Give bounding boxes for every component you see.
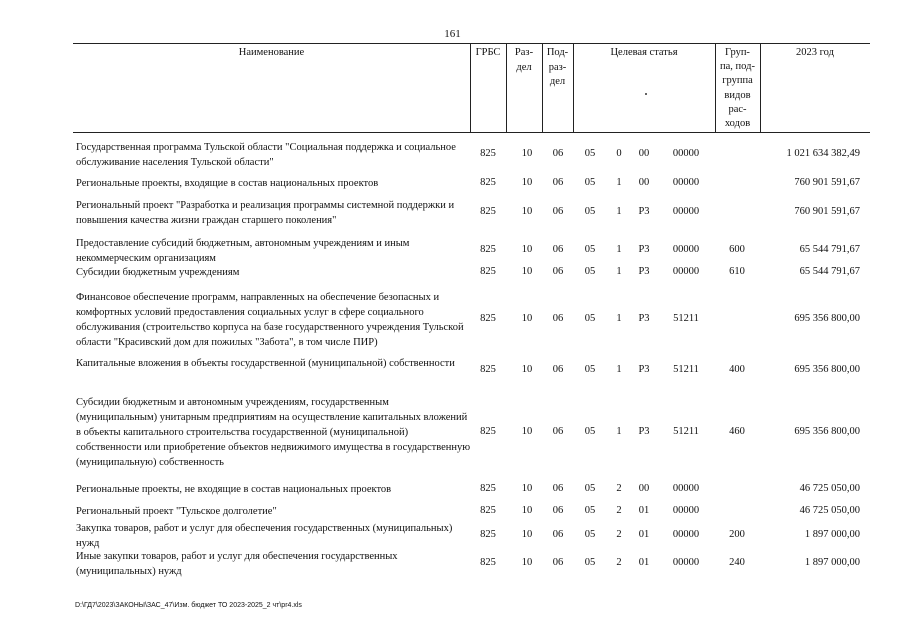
cell-target-1: 05	[584, 425, 596, 437]
page-number: 161	[444, 28, 461, 40]
cell-name: Предоставление субсидий бюджетным, автономным учреждениям и иным некоммерческим организациям	[76, 238, 410, 264]
cell-podrazdel: 06	[552, 425, 564, 437]
cell-target-1: 05	[584, 364, 596, 375]
file-path: D:\ГД7\2023\ЗАКОНЫ\ЗАС_47\Изм. бюджет ТО 2023-2025_2 чт\pr4.xls	[75, 602, 302, 609]
cell-razdel: 10	[521, 425, 533, 437]
cell-group: 240	[729, 557, 745, 568]
cell-grbs: 825	[480, 176, 496, 188]
cell-amount: 695 356 800,00	[794, 313, 860, 324]
table-row	[0, 176, 905, 191]
cell-amount: 1 897 000,00	[804, 529, 860, 540]
cell-target-2: 2	[616, 482, 622, 494]
cell-podrazdel: 06	[552, 206, 564, 217]
cell-grbs: 825	[480, 244, 496, 255]
header-year: 2023 год	[796, 47, 834, 58]
cell-razdel: 10	[521, 529, 533, 540]
cell-podrazdel: 06	[552, 482, 564, 494]
cell-name: Государственная программа Тульской области "Социальная поддержка и социальное обслуживание населения Тульской области"	[76, 142, 456, 168]
cell-razdel: 10	[521, 176, 533, 188]
cell-grbs: 825	[480, 313, 496, 324]
cell-target-4: 00000	[672, 176, 700, 188]
cell-target-4: 00000	[672, 148, 700, 159]
cell-podrazdel: 06	[552, 176, 564, 188]
cell-podrazdel: 06	[552, 364, 564, 375]
cell-target-4: 51211	[673, 313, 699, 324]
cell-razdel: 10	[521, 313, 533, 324]
cell-razdel: 10	[521, 206, 533, 217]
cell-amount: 46 725 050,00	[799, 504, 860, 516]
cell-amount: 65 544 791,67	[799, 244, 860, 255]
cell-amount: 695 356 800,00	[794, 364, 860, 375]
cell-podrazdel: 06	[552, 244, 564, 255]
cell-grbs: 825	[480, 425, 496, 437]
cell-target-1: 05	[584, 176, 596, 188]
cell-target-3: 00	[638, 176, 650, 188]
cell-target-1: 05	[584, 148, 596, 159]
cell-target-1: 05	[584, 206, 596, 217]
cell-target-3: P3	[638, 364, 650, 375]
cell-razdel: 10	[521, 557, 533, 568]
cell-amount: 760 901 591,67	[794, 176, 860, 188]
cell-group: 200	[729, 529, 745, 540]
cell-target-3: 00	[638, 148, 650, 159]
cell-target-2: 2	[616, 557, 622, 568]
cell-group: 600	[729, 244, 745, 255]
table-row	[0, 482, 905, 497]
cell-grbs: 825	[480, 482, 496, 494]
cell-amount: 695 356 800,00	[794, 425, 860, 437]
cell-target-2: 2	[616, 529, 622, 540]
cell-target-2: 2	[616, 504, 622, 516]
cell-amount: 1 021 634 382,49	[786, 148, 860, 159]
cell-target-2: 1	[616, 265, 622, 277]
cell-name: Региональные проекты, входящие в состав национальных проектов	[76, 178, 379, 189]
cell-amount: 46 725 050,00	[799, 482, 860, 494]
cell-target-2: 1	[616, 206, 622, 217]
cell-target-2: 1	[616, 364, 622, 375]
cell-grbs: 825	[480, 206, 496, 217]
cell-name: Региональный проект "Разработка и реализация программы системной поддержки и повышения качества жизни граждан старшего поколения"	[76, 200, 455, 226]
header-razdel: Раз- дел	[514, 47, 534, 73]
cell-target-2: 1	[616, 176, 622, 188]
cell-target-4: 00000	[672, 482, 700, 494]
cell-grbs: 825	[480, 557, 496, 568]
cell-target-3: 01	[638, 557, 650, 568]
cell-podrazdel: 06	[552, 557, 564, 568]
cell-grbs: 825	[480, 148, 496, 159]
table-row	[0, 236, 905, 266]
cell-target-4: 51211	[673, 364, 699, 375]
cell-target-4: 51211	[673, 425, 699, 437]
cell-target-3: 01	[638, 529, 650, 540]
table-header	[73, 43, 870, 133]
cell-group: 610	[729, 265, 745, 277]
cell-target-2: 0	[616, 148, 622, 159]
cell-name: Закупка товаров, работ и услуг для обеспечения государственных (муниципальных) нужд	[76, 523, 453, 549]
dot-mark	[645, 93, 647, 95]
table-row	[0, 290, 905, 350]
cell-target-3: 01	[638, 504, 650, 516]
cell-name: Финансовое обеспечение программ, направленных на обеспечение безопасных и комфортных условий предоставления социальных услуг в сфере социального обслуживания (строительство корпуса на базе государственного учреждения Тульской области "Красивский дом для пожилых "Забота", в том числе ПИР)	[76, 292, 464, 348]
cell-target-1: 05	[584, 265, 596, 277]
header-grbs: ГРБС	[475, 47, 501, 58]
cell-amount: 760 901 591,67	[794, 206, 860, 217]
cell-name: Иные закупки товаров, работ и услуг для обеспечения государственных (муниципальных) нужд	[76, 551, 398, 577]
cell-name: Субсидии бюджетным и автономным учреждениям, государственным (муниципальным) унитарным предприятиям на осуществление капитальных вложений в объекты капитального строительства государственной (муниципальной) собственности или приобретение объектов недвижимого имущества в государственную (муниципальную) собственность	[76, 397, 471, 468]
header-podrazdel: Под- раз- дел	[546, 47, 569, 87]
cell-amount: 1 897 000,00	[804, 557, 860, 568]
cell-razdel: 10	[521, 244, 533, 255]
table-row	[0, 549, 905, 579]
cell-grbs: 825	[480, 364, 496, 375]
cell-amount: 65 544 791,67	[799, 265, 860, 277]
cell-podrazdel: 06	[552, 529, 564, 540]
cell-target-1: 05	[584, 504, 596, 516]
header-name: Наименование	[238, 47, 305, 58]
table-row	[0, 504, 905, 519]
cell-target-4: 00000	[672, 244, 700, 255]
cell-target-4: 00000	[672, 265, 700, 277]
table-row	[0, 140, 905, 170]
cell-target-1: 05	[584, 557, 596, 568]
cell-target-3: 00	[638, 482, 650, 494]
table-row	[0, 521, 905, 551]
table-row	[0, 356, 905, 386]
cell-target-1: 05	[584, 529, 596, 540]
cell-group: 460	[729, 425, 745, 437]
cell-target-2: 1	[616, 425, 622, 437]
cell-target-1: 05	[584, 313, 596, 324]
cell-target-4: 00000	[672, 504, 700, 516]
cell-name: Капитальные вложения в объекты государственной (муниципальной) собственности	[76, 358, 455, 369]
cell-target-1: 05	[584, 244, 596, 255]
cell-target-4: 00000	[672, 206, 700, 217]
cell-target-3: P3	[638, 206, 650, 217]
cell-target-3: P3	[638, 313, 650, 324]
cell-razdel: 10	[521, 148, 533, 159]
cell-target-3: P3	[638, 244, 650, 255]
cell-podrazdel: 06	[552, 313, 564, 324]
cell-target-2: 1	[616, 244, 622, 255]
cell-razdel: 10	[521, 482, 533, 494]
cell-podrazdel: 06	[552, 265, 564, 277]
table-row	[0, 395, 905, 470]
cell-podrazdel: 06	[552, 148, 564, 159]
cell-target-4: 00000	[672, 557, 700, 568]
cell-name: Субсидии бюджетным учреждениям	[76, 267, 240, 278]
cell-razdel: 10	[521, 504, 533, 516]
table-row	[0, 265, 905, 280]
cell-razdel: 10	[521, 265, 533, 277]
cell-target-1: 05	[584, 482, 596, 494]
header-target: Целевая статья	[610, 47, 678, 58]
header-group: Груп- па, под- группа видов рас- ходов	[720, 47, 755, 130]
cell-name: Региональные проекты, не входящие в состав национальных проектов	[76, 484, 392, 495]
cell-podrazdel: 06	[552, 504, 564, 516]
table-row	[0, 198, 905, 228]
cell-target-4: 00000	[672, 529, 700, 540]
cell-target-3: P3	[638, 425, 650, 437]
cell-group: 400	[729, 364, 745, 375]
cell-target-3: P3	[638, 265, 650, 277]
cell-grbs: 825	[480, 265, 496, 277]
cell-razdel: 10	[521, 364, 533, 375]
cell-grbs: 825	[480, 529, 496, 540]
cell-grbs: 825	[480, 504, 496, 516]
cell-target-2: 1	[616, 313, 622, 324]
cell-name: Региональный проект "Тульское долголетие"	[76, 506, 277, 517]
